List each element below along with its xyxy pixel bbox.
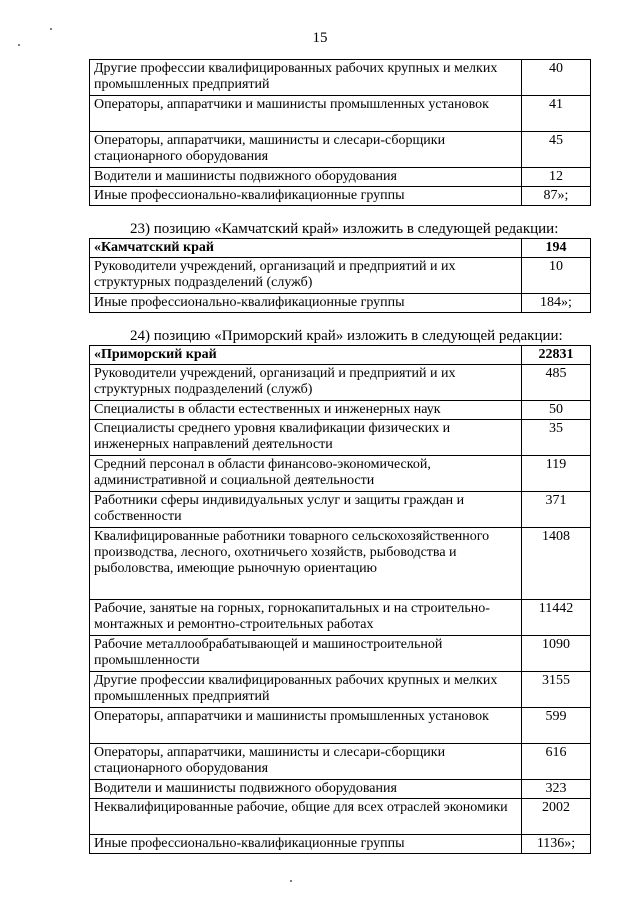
region-total: 194	[522, 239, 591, 258]
row-label: Средний персонал в области финансово-экономической, административной и социальной деятельности	[90, 456, 522, 492]
row-label: Другие профессии квалифицированных рабочих крупных и мелких промышленных предприятий	[90, 60, 522, 96]
scan-speck	[290, 880, 292, 882]
row-label: Рабочие металлообрабатывающей и машиностроительной промышленности	[90, 636, 522, 672]
table-row	[90, 672, 591, 708]
row-label: Операторы, аппаратчики и машинисты промышленных установок	[90, 96, 522, 132]
table-row	[90, 132, 591, 168]
section-23-heading: 23) позицию «Камчатский край» изложить в следующей редакции:	[130, 221, 559, 237]
table-row	[90, 780, 591, 799]
row-value: 184»;	[522, 294, 591, 313]
table-row	[90, 744, 591, 780]
row-value: 616	[522, 744, 591, 780]
scan-speck	[50, 28, 52, 30]
table-row	[90, 401, 591, 420]
row-value: 2002	[522, 799, 591, 835]
region-name: «Приморский край	[90, 346, 522, 365]
row-label: Квалифицированные работники товарного сельскохозяйственного производства, лесного, охотничьего хозяйств, рыбоводства и рыболовства, имеющие рыночную ориентацию	[90, 528, 522, 600]
table-row	[90, 636, 591, 672]
row-label: Руководители учреждений, организаций и предприятий и их структурных подразделений (служб)	[90, 258, 522, 294]
row-value: 40	[522, 60, 591, 96]
row-label: Иные профессионально-квалификационные группы	[90, 294, 522, 313]
row-label: Операторы, аппаратчики и машинисты промышленных установок	[90, 708, 522, 744]
row-value: 1090	[522, 636, 591, 672]
table-kamchatka	[89, 238, 591, 313]
table-continuation	[89, 59, 591, 206]
table-row	[90, 365, 591, 401]
row-label: Водители и машинисты подвижного оборудования	[90, 168, 522, 187]
row-value: 323	[522, 780, 591, 799]
row-label: Иные профессионально-квалификационные группы	[90, 187, 522, 206]
table-row	[90, 528, 591, 600]
row-label: Специалисты в области естественных и инженерных наук	[90, 401, 522, 420]
section-24-heading: 24) позицию «Приморский край» изложить в следующей редакции:	[130, 328, 563, 344]
row-value: 12	[522, 168, 591, 187]
row-label: Водители и машинисты подвижного оборудования	[90, 780, 522, 799]
table-row-region	[90, 346, 591, 365]
row-label: Специалисты среднего уровня квалификации физических и инженерных направлений деятельности	[90, 420, 522, 456]
row-label: Другие профессии квалифицированных рабочих крупных и мелких промышленных предприятий	[90, 672, 522, 708]
table-row	[90, 799, 591, 835]
row-value: 1408	[522, 528, 591, 600]
table-row	[90, 187, 591, 206]
row-value: 11442	[522, 600, 591, 636]
row-label: Операторы, аппаратчики, машинисты и слесари-сборщики стационарного оборудования	[90, 744, 522, 780]
row-value: 35	[522, 420, 591, 456]
row-label: Работники сферы индивидуальных услуг и защиты граждан и собственности	[90, 492, 522, 528]
table-row	[90, 708, 591, 744]
row-label: Рабочие, занятые на горных, горнокапитальных и на строительно-монтажных и ремонтно-строительных работах	[90, 600, 522, 636]
row-value: 1136»;	[522, 835, 591, 854]
row-value: 119	[522, 456, 591, 492]
row-label: Руководители учреждений, организаций и предприятий и их структурных подразделений (служб)	[90, 365, 522, 401]
row-value: 599	[522, 708, 591, 744]
row-value: 3155	[522, 672, 591, 708]
row-label: Операторы, аппаратчики, машинисты и слесари-сборщики стационарного оборудования	[90, 132, 522, 168]
row-label: Иные профессионально-квалификационные группы	[90, 835, 522, 854]
table-row	[90, 420, 591, 456]
row-value: 41	[522, 96, 591, 132]
table-row	[90, 456, 591, 492]
row-value: 50	[522, 401, 591, 420]
table-primorsky	[89, 345, 591, 854]
scan-speck	[18, 44, 20, 46]
page-number: 15	[312, 30, 328, 46]
table-row	[90, 835, 591, 854]
table-row	[90, 168, 591, 187]
row-value: 45	[522, 132, 591, 168]
table-row-region	[90, 239, 591, 258]
table-row	[90, 258, 591, 294]
row-value: 10	[522, 258, 591, 294]
row-value: 485	[522, 365, 591, 401]
row-label: Неквалифицированные рабочие, общие для всех отраслей экономики	[90, 799, 522, 835]
row-value: 87»;	[522, 187, 591, 206]
table-row	[90, 96, 591, 132]
table-row	[90, 600, 591, 636]
table-row	[90, 294, 591, 313]
table-row	[90, 60, 591, 96]
region-total: 22831	[522, 346, 591, 365]
table-row	[90, 492, 591, 528]
row-value: 371	[522, 492, 591, 528]
region-name: «Камчатский край	[90, 239, 522, 258]
